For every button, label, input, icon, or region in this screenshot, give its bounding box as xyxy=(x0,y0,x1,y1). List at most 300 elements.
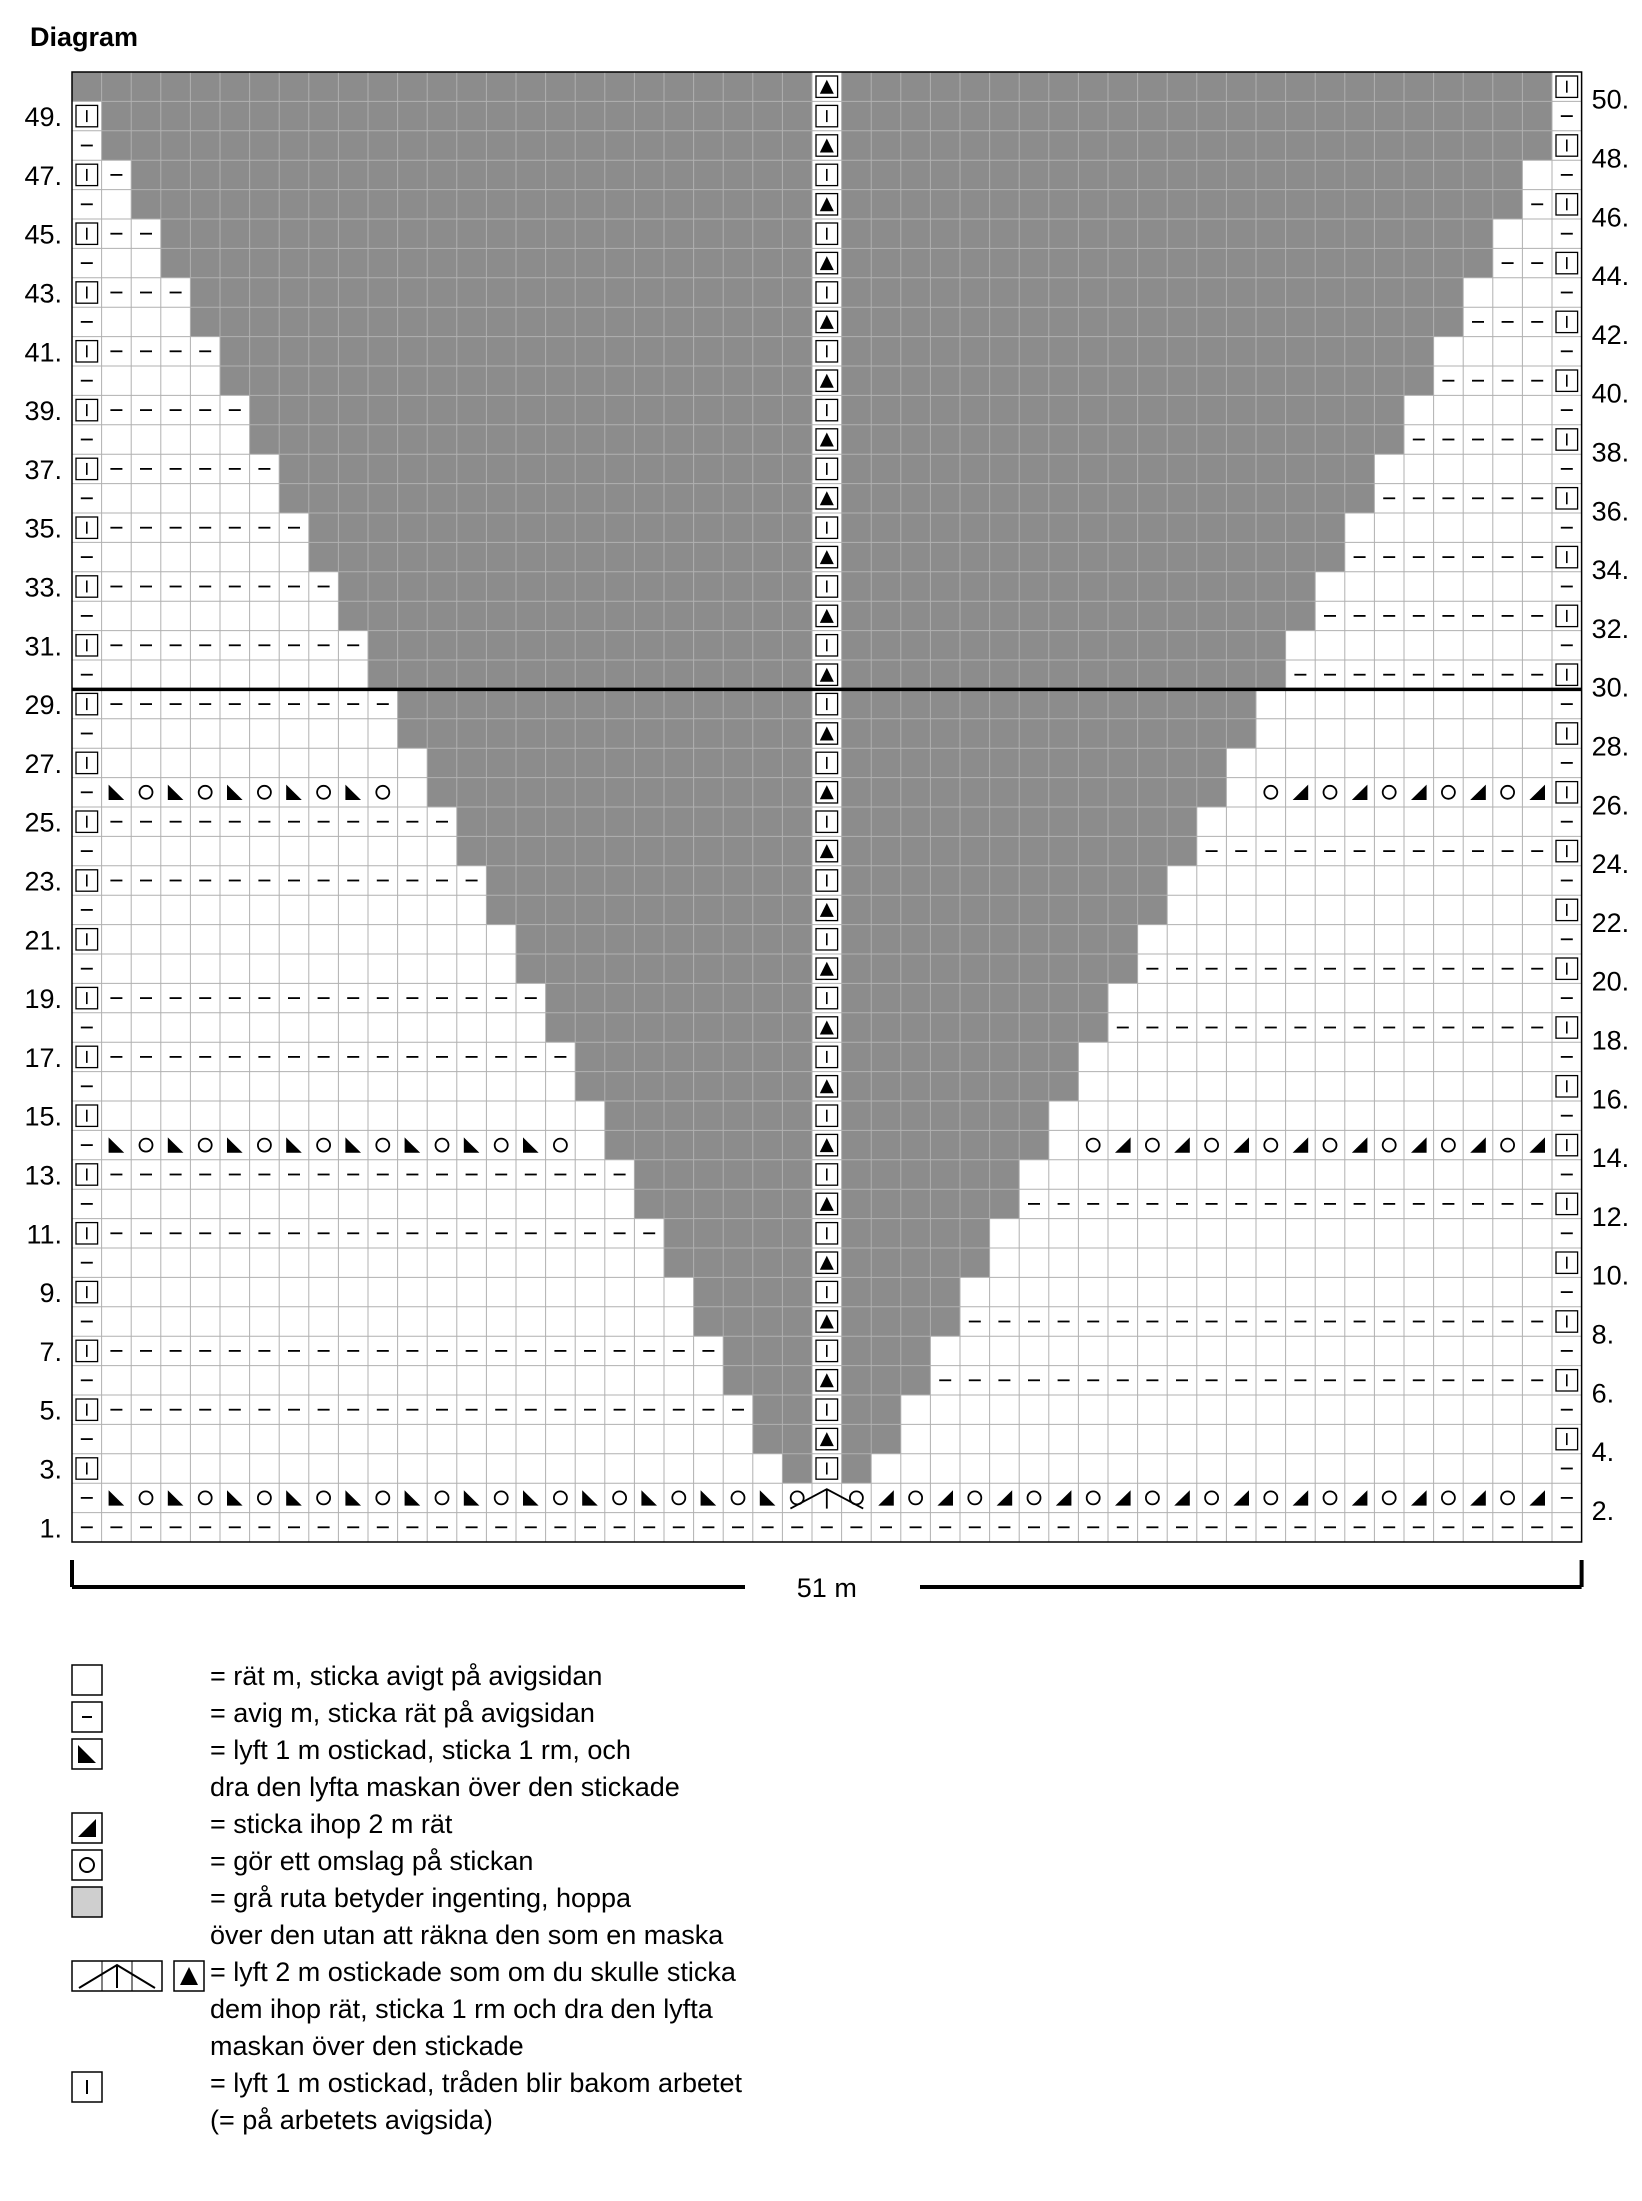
gray-cell xyxy=(1315,101,1345,130)
gray-cell xyxy=(782,337,812,366)
gray-cell xyxy=(634,1189,664,1218)
gray-cell xyxy=(901,866,931,895)
gray-cell xyxy=(1019,484,1049,513)
gray-cell xyxy=(250,425,280,454)
gray-cell xyxy=(368,631,398,660)
gray-cell xyxy=(1374,278,1404,307)
gray-cell xyxy=(960,248,990,277)
gray-cell xyxy=(990,190,1020,219)
gray-cell xyxy=(368,248,398,277)
gray-cell xyxy=(486,836,516,865)
gray-cell xyxy=(901,454,931,483)
gray-cell xyxy=(694,454,724,483)
gray-cell xyxy=(1167,513,1197,542)
gray-cell xyxy=(664,219,694,248)
gray-cell xyxy=(664,748,694,777)
gray-cell xyxy=(753,689,783,718)
gray-cell xyxy=(368,484,398,513)
gray-cell xyxy=(1078,131,1108,160)
gray-cell xyxy=(1138,278,1168,307)
gray-cell xyxy=(1019,601,1049,630)
yarn-over-stitch xyxy=(495,1491,508,1504)
gray-cell xyxy=(546,278,576,307)
gray-cell xyxy=(753,1013,783,1042)
gray-cell xyxy=(634,248,664,277)
gray-cell xyxy=(930,983,960,1012)
gray-cell xyxy=(871,131,901,160)
gray-cell xyxy=(723,572,753,601)
gray-cell xyxy=(457,601,487,630)
gray-cell xyxy=(1256,219,1286,248)
gray-cell xyxy=(782,72,812,101)
gray-cell xyxy=(279,484,309,513)
gray-cell xyxy=(457,131,487,160)
gray-cell xyxy=(871,160,901,189)
gray-cell xyxy=(546,160,576,189)
gray-cell xyxy=(664,307,694,336)
gray-cell xyxy=(1108,748,1138,777)
gray-cell xyxy=(1197,307,1227,336)
gray-cell xyxy=(1049,72,1079,101)
gray-cell xyxy=(694,866,724,895)
gray-cell xyxy=(338,160,368,189)
gray-cell xyxy=(930,1307,960,1336)
gray-cell xyxy=(1078,190,1108,219)
gray-cell xyxy=(871,425,901,454)
gray-cell xyxy=(427,131,457,160)
gray-cell xyxy=(901,190,931,219)
gray-cell xyxy=(1019,1072,1049,1101)
gray-cell xyxy=(842,807,872,836)
gray-cell xyxy=(960,719,990,748)
gray-cell xyxy=(1374,190,1404,219)
gray-cell xyxy=(723,72,753,101)
knit-two-together-stitch xyxy=(1174,1490,1190,1505)
gray-cell xyxy=(605,660,635,689)
gray-cell xyxy=(634,601,664,630)
gray-cell xyxy=(1167,395,1197,424)
legend-item-slip-knit-pass xyxy=(0,1734,1000,1808)
gray-cell xyxy=(575,778,605,807)
gray-cell xyxy=(546,572,576,601)
gray-cell xyxy=(871,1219,901,1248)
gray-cell xyxy=(427,307,457,336)
gray-cell xyxy=(694,631,724,660)
gray-cell xyxy=(782,1277,812,1306)
gray-cell xyxy=(694,1189,724,1218)
gray-cell xyxy=(368,337,398,366)
gray-cell xyxy=(871,1366,901,1395)
row-label-left: 33. xyxy=(24,572,62,603)
gray-cell xyxy=(1226,366,1256,395)
gray-cell xyxy=(398,72,428,101)
gray-cell xyxy=(842,484,872,513)
gray-cell xyxy=(368,366,398,395)
yarn-over-stitch xyxy=(1146,1491,1159,1504)
gray-cell xyxy=(279,101,309,130)
gray-cell xyxy=(1078,748,1108,777)
yarn-over-stitch xyxy=(1146,1139,1159,1152)
gray-cell xyxy=(1138,72,1168,101)
gray-cell xyxy=(664,689,694,718)
gray-cell xyxy=(1078,101,1108,130)
gray-cell xyxy=(1019,454,1049,483)
gray-cell xyxy=(871,395,901,424)
gray-cell xyxy=(960,925,990,954)
gray-cell xyxy=(842,895,872,924)
gray-cell xyxy=(1019,572,1049,601)
gray-cell xyxy=(901,572,931,601)
gray-cell xyxy=(930,248,960,277)
gray-cell xyxy=(1226,513,1256,542)
gray-cell xyxy=(871,484,901,513)
gray-cell xyxy=(309,395,339,424)
gray-cell xyxy=(782,1072,812,1101)
gray-cell xyxy=(694,101,724,130)
gray-cell xyxy=(960,1248,990,1277)
gray-cell xyxy=(102,131,132,160)
gray-cell xyxy=(1197,219,1227,248)
gray-cell xyxy=(486,807,516,836)
gray-cell xyxy=(694,983,724,1012)
gray-cell xyxy=(871,1042,901,1071)
gray-cell xyxy=(1108,778,1138,807)
gray-cell xyxy=(1049,454,1079,483)
gray-cell xyxy=(960,307,990,336)
gray-cell xyxy=(605,72,635,101)
gray-cell xyxy=(1256,278,1286,307)
gray-cell xyxy=(930,542,960,571)
gray-cell xyxy=(1463,160,1493,189)
gray-cell xyxy=(960,1042,990,1071)
gray-cell xyxy=(901,131,931,160)
gray-cell xyxy=(516,131,546,160)
gray-cell xyxy=(486,307,516,336)
gray-cell xyxy=(960,748,990,777)
gray-cell xyxy=(1019,190,1049,219)
gray-cell xyxy=(634,748,664,777)
gray-cell xyxy=(575,101,605,130)
gray-cell xyxy=(753,484,783,513)
gray-cell xyxy=(1197,248,1227,277)
gray-cell xyxy=(575,395,605,424)
gray-cell xyxy=(1049,190,1079,219)
gray-cell xyxy=(486,689,516,718)
gray-cell xyxy=(1374,101,1404,130)
gray-cell xyxy=(546,836,576,865)
gray-cell xyxy=(427,366,457,395)
gray-cell xyxy=(1374,307,1404,336)
gray-cell xyxy=(871,1424,901,1453)
knit-two-together-stitch xyxy=(1529,1137,1545,1152)
gray-cell xyxy=(1226,631,1256,660)
gray-cell xyxy=(1078,719,1108,748)
gray-cell xyxy=(1049,778,1079,807)
gray-cell xyxy=(1049,425,1079,454)
gray-cell xyxy=(694,572,724,601)
gray-cell xyxy=(1078,895,1108,924)
gray-cell xyxy=(546,248,576,277)
gray-cell xyxy=(398,454,428,483)
gray-cell xyxy=(1315,454,1345,483)
gray-cell xyxy=(1286,425,1316,454)
gray-cell xyxy=(871,337,901,366)
gray-cell xyxy=(516,395,546,424)
row-label-left: 45. xyxy=(24,219,62,250)
gray-cell xyxy=(960,278,990,307)
gray-cell xyxy=(1167,660,1197,689)
gray-cell xyxy=(1463,72,1493,101)
gray-cell xyxy=(723,160,753,189)
gray-cell xyxy=(1019,925,1049,954)
gray-cell xyxy=(1345,72,1375,101)
gray-cell xyxy=(309,219,339,248)
gray-cell xyxy=(634,631,664,660)
gray-cell xyxy=(1049,542,1079,571)
gray-cell xyxy=(723,248,753,277)
row-label-left: 15. xyxy=(24,1101,62,1132)
gray-cell xyxy=(842,160,872,189)
slip-knit-pass-stitch xyxy=(345,1137,361,1152)
gray-cell xyxy=(1078,836,1108,865)
gray-cell xyxy=(516,748,546,777)
gray-cell xyxy=(664,660,694,689)
gray-cell xyxy=(546,631,576,660)
gray-cell xyxy=(634,778,664,807)
gray-cell xyxy=(398,689,428,718)
gray-cell xyxy=(102,101,132,130)
gray-cell xyxy=(723,1160,753,1189)
gray-cell xyxy=(427,689,457,718)
gray-cell xyxy=(1226,278,1256,307)
gray-cell xyxy=(1138,660,1168,689)
row-label-right: 42. xyxy=(1591,319,1630,350)
slip-knit-pass-stitch xyxy=(286,785,302,800)
gray-cell xyxy=(368,278,398,307)
gray-cell xyxy=(871,866,901,895)
gray-cell xyxy=(782,954,812,983)
gray-cell xyxy=(1167,160,1197,189)
gray-cell xyxy=(398,278,428,307)
gray-cell xyxy=(871,1101,901,1130)
gray-cell xyxy=(457,366,487,395)
gray-cell xyxy=(723,689,753,718)
gray-cell xyxy=(1404,131,1434,160)
gray-cell xyxy=(782,572,812,601)
gray-cell xyxy=(1197,631,1227,660)
gray-cell xyxy=(457,807,487,836)
gray-cell xyxy=(990,1130,1020,1159)
gray-cell xyxy=(516,925,546,954)
gray-cell xyxy=(605,954,635,983)
gray-cell xyxy=(990,866,1020,895)
gray-cell xyxy=(279,190,309,219)
gray-cell xyxy=(871,454,901,483)
gray-cell xyxy=(1108,719,1138,748)
gray-cell xyxy=(1108,395,1138,424)
gray-cell xyxy=(161,248,191,277)
gray-cell xyxy=(1286,72,1316,101)
legend-text: maskan över den stickade xyxy=(210,2031,524,2061)
gray-cell xyxy=(1167,248,1197,277)
gray-cell xyxy=(901,337,931,366)
slip-knit-pass-stitch xyxy=(286,1490,302,1505)
slip-knit-pass-stitch xyxy=(405,1490,421,1505)
gray-cell xyxy=(1226,72,1256,101)
gray-cell xyxy=(309,307,339,336)
gray-cell xyxy=(427,513,457,542)
gray-cell xyxy=(901,807,931,836)
gray-cell xyxy=(368,513,398,542)
gray-cell xyxy=(575,689,605,718)
gray-cell xyxy=(753,719,783,748)
slip-knit-pass-stitch xyxy=(760,1490,776,1505)
gray-cell xyxy=(901,425,931,454)
gray-cell xyxy=(871,219,901,248)
gray-cell xyxy=(901,719,931,748)
knit-two-together-stitch xyxy=(1352,1137,1368,1152)
gray-cell xyxy=(901,836,931,865)
gray-cell xyxy=(1197,454,1227,483)
gray-cell xyxy=(694,1130,724,1159)
gray-cell xyxy=(575,484,605,513)
gray-cell xyxy=(842,689,872,718)
gray-cell xyxy=(1019,836,1049,865)
gray-cell xyxy=(1078,337,1108,366)
gray-cell xyxy=(753,807,783,836)
gray-cell xyxy=(1226,601,1256,630)
gray-cell xyxy=(546,719,576,748)
gray-cell xyxy=(1256,395,1286,424)
gray-cell xyxy=(723,366,753,395)
gray-cell xyxy=(782,1424,812,1453)
gray-cell xyxy=(723,1101,753,1130)
gray-cell xyxy=(990,72,1020,101)
gray-cell xyxy=(250,307,280,336)
gray-cell xyxy=(960,454,990,483)
gray-cell xyxy=(1315,484,1345,513)
gray-cell xyxy=(753,278,783,307)
gray-cell xyxy=(1404,307,1434,336)
gray-cell xyxy=(960,601,990,630)
gray-cell xyxy=(1108,925,1138,954)
gray-cell xyxy=(1019,866,1049,895)
gray-cell xyxy=(1226,219,1256,248)
gray-cell xyxy=(1315,278,1345,307)
gray-cell xyxy=(723,1219,753,1248)
gray-cell xyxy=(1197,601,1227,630)
gray-cell xyxy=(1138,572,1168,601)
gray-cell xyxy=(546,513,576,542)
gray-cell xyxy=(1226,542,1256,571)
gray-cell xyxy=(368,190,398,219)
yarn-over-stitch xyxy=(1264,786,1277,799)
gray-cell xyxy=(634,72,664,101)
row-label-left: 35. xyxy=(24,513,62,544)
gray-cell xyxy=(753,1189,783,1218)
gray-cell xyxy=(1108,866,1138,895)
gray-cell xyxy=(871,925,901,954)
gray-cell xyxy=(546,807,576,836)
gray-cell xyxy=(930,337,960,366)
gray-cell xyxy=(694,1013,724,1042)
gray-cell xyxy=(871,1248,901,1277)
gray-cell xyxy=(664,895,694,924)
gray-cell xyxy=(842,307,872,336)
gray-cell xyxy=(427,719,457,748)
slip-knit-pass-stitch xyxy=(345,1490,361,1505)
gray-cell xyxy=(1019,248,1049,277)
gray-cell xyxy=(1197,72,1227,101)
gray-cell xyxy=(1078,572,1108,601)
gray-cell xyxy=(250,366,280,395)
gray-cell xyxy=(338,601,368,630)
gray-cell xyxy=(842,72,872,101)
gray-cell xyxy=(842,366,872,395)
gray-cell xyxy=(960,366,990,395)
gray-cell xyxy=(1049,954,1079,983)
gray-cell xyxy=(546,395,576,424)
gray-cell xyxy=(457,248,487,277)
gray-cell xyxy=(575,1013,605,1042)
gray-cell xyxy=(723,1013,753,1042)
gray-cell xyxy=(753,1160,783,1189)
gray-cell xyxy=(1434,278,1464,307)
gray-cell xyxy=(1286,542,1316,571)
gray-cell xyxy=(930,1042,960,1071)
gray-cell xyxy=(930,689,960,718)
gray-cell xyxy=(1226,454,1256,483)
gray-cell xyxy=(753,160,783,189)
gray-cell xyxy=(782,719,812,748)
knit-two-together-stitch xyxy=(1293,1137,1309,1152)
gray-cell xyxy=(575,366,605,395)
gray-cell xyxy=(1167,807,1197,836)
gray-cell xyxy=(930,219,960,248)
gray-cell xyxy=(1286,395,1316,424)
gray-cell xyxy=(634,337,664,366)
gray-cell xyxy=(723,219,753,248)
yarn-over-stitch xyxy=(317,1139,330,1152)
gray-cell xyxy=(1167,219,1197,248)
gray-cell xyxy=(190,219,220,248)
gray-cell xyxy=(694,307,724,336)
gray-cell xyxy=(1167,601,1197,630)
gray-cell xyxy=(842,954,872,983)
slip-knit-pass-icon xyxy=(71,1738,103,1770)
slip-knit-pass-stitch xyxy=(523,1137,539,1152)
gray-cell xyxy=(486,160,516,189)
gray-cell xyxy=(960,983,990,1012)
slip-knit-pass-stitch xyxy=(227,1137,243,1152)
slip-knit-pass-stitch xyxy=(168,1137,184,1152)
gray-cell xyxy=(1108,190,1138,219)
gray-cell xyxy=(605,631,635,660)
gray-cell xyxy=(605,454,635,483)
gray-cell xyxy=(990,513,1020,542)
gray-cell xyxy=(634,689,664,718)
gray-cell xyxy=(1522,72,1552,101)
gray-cell xyxy=(1019,542,1049,571)
gray-cell xyxy=(279,72,309,101)
gray-cell xyxy=(782,866,812,895)
gray-cell xyxy=(486,778,516,807)
gray-cell xyxy=(723,425,753,454)
gray-cell xyxy=(842,248,872,277)
gray-cell xyxy=(1167,631,1197,660)
gray-cell xyxy=(1138,484,1168,513)
knit-two-together-stitch xyxy=(1529,785,1545,800)
